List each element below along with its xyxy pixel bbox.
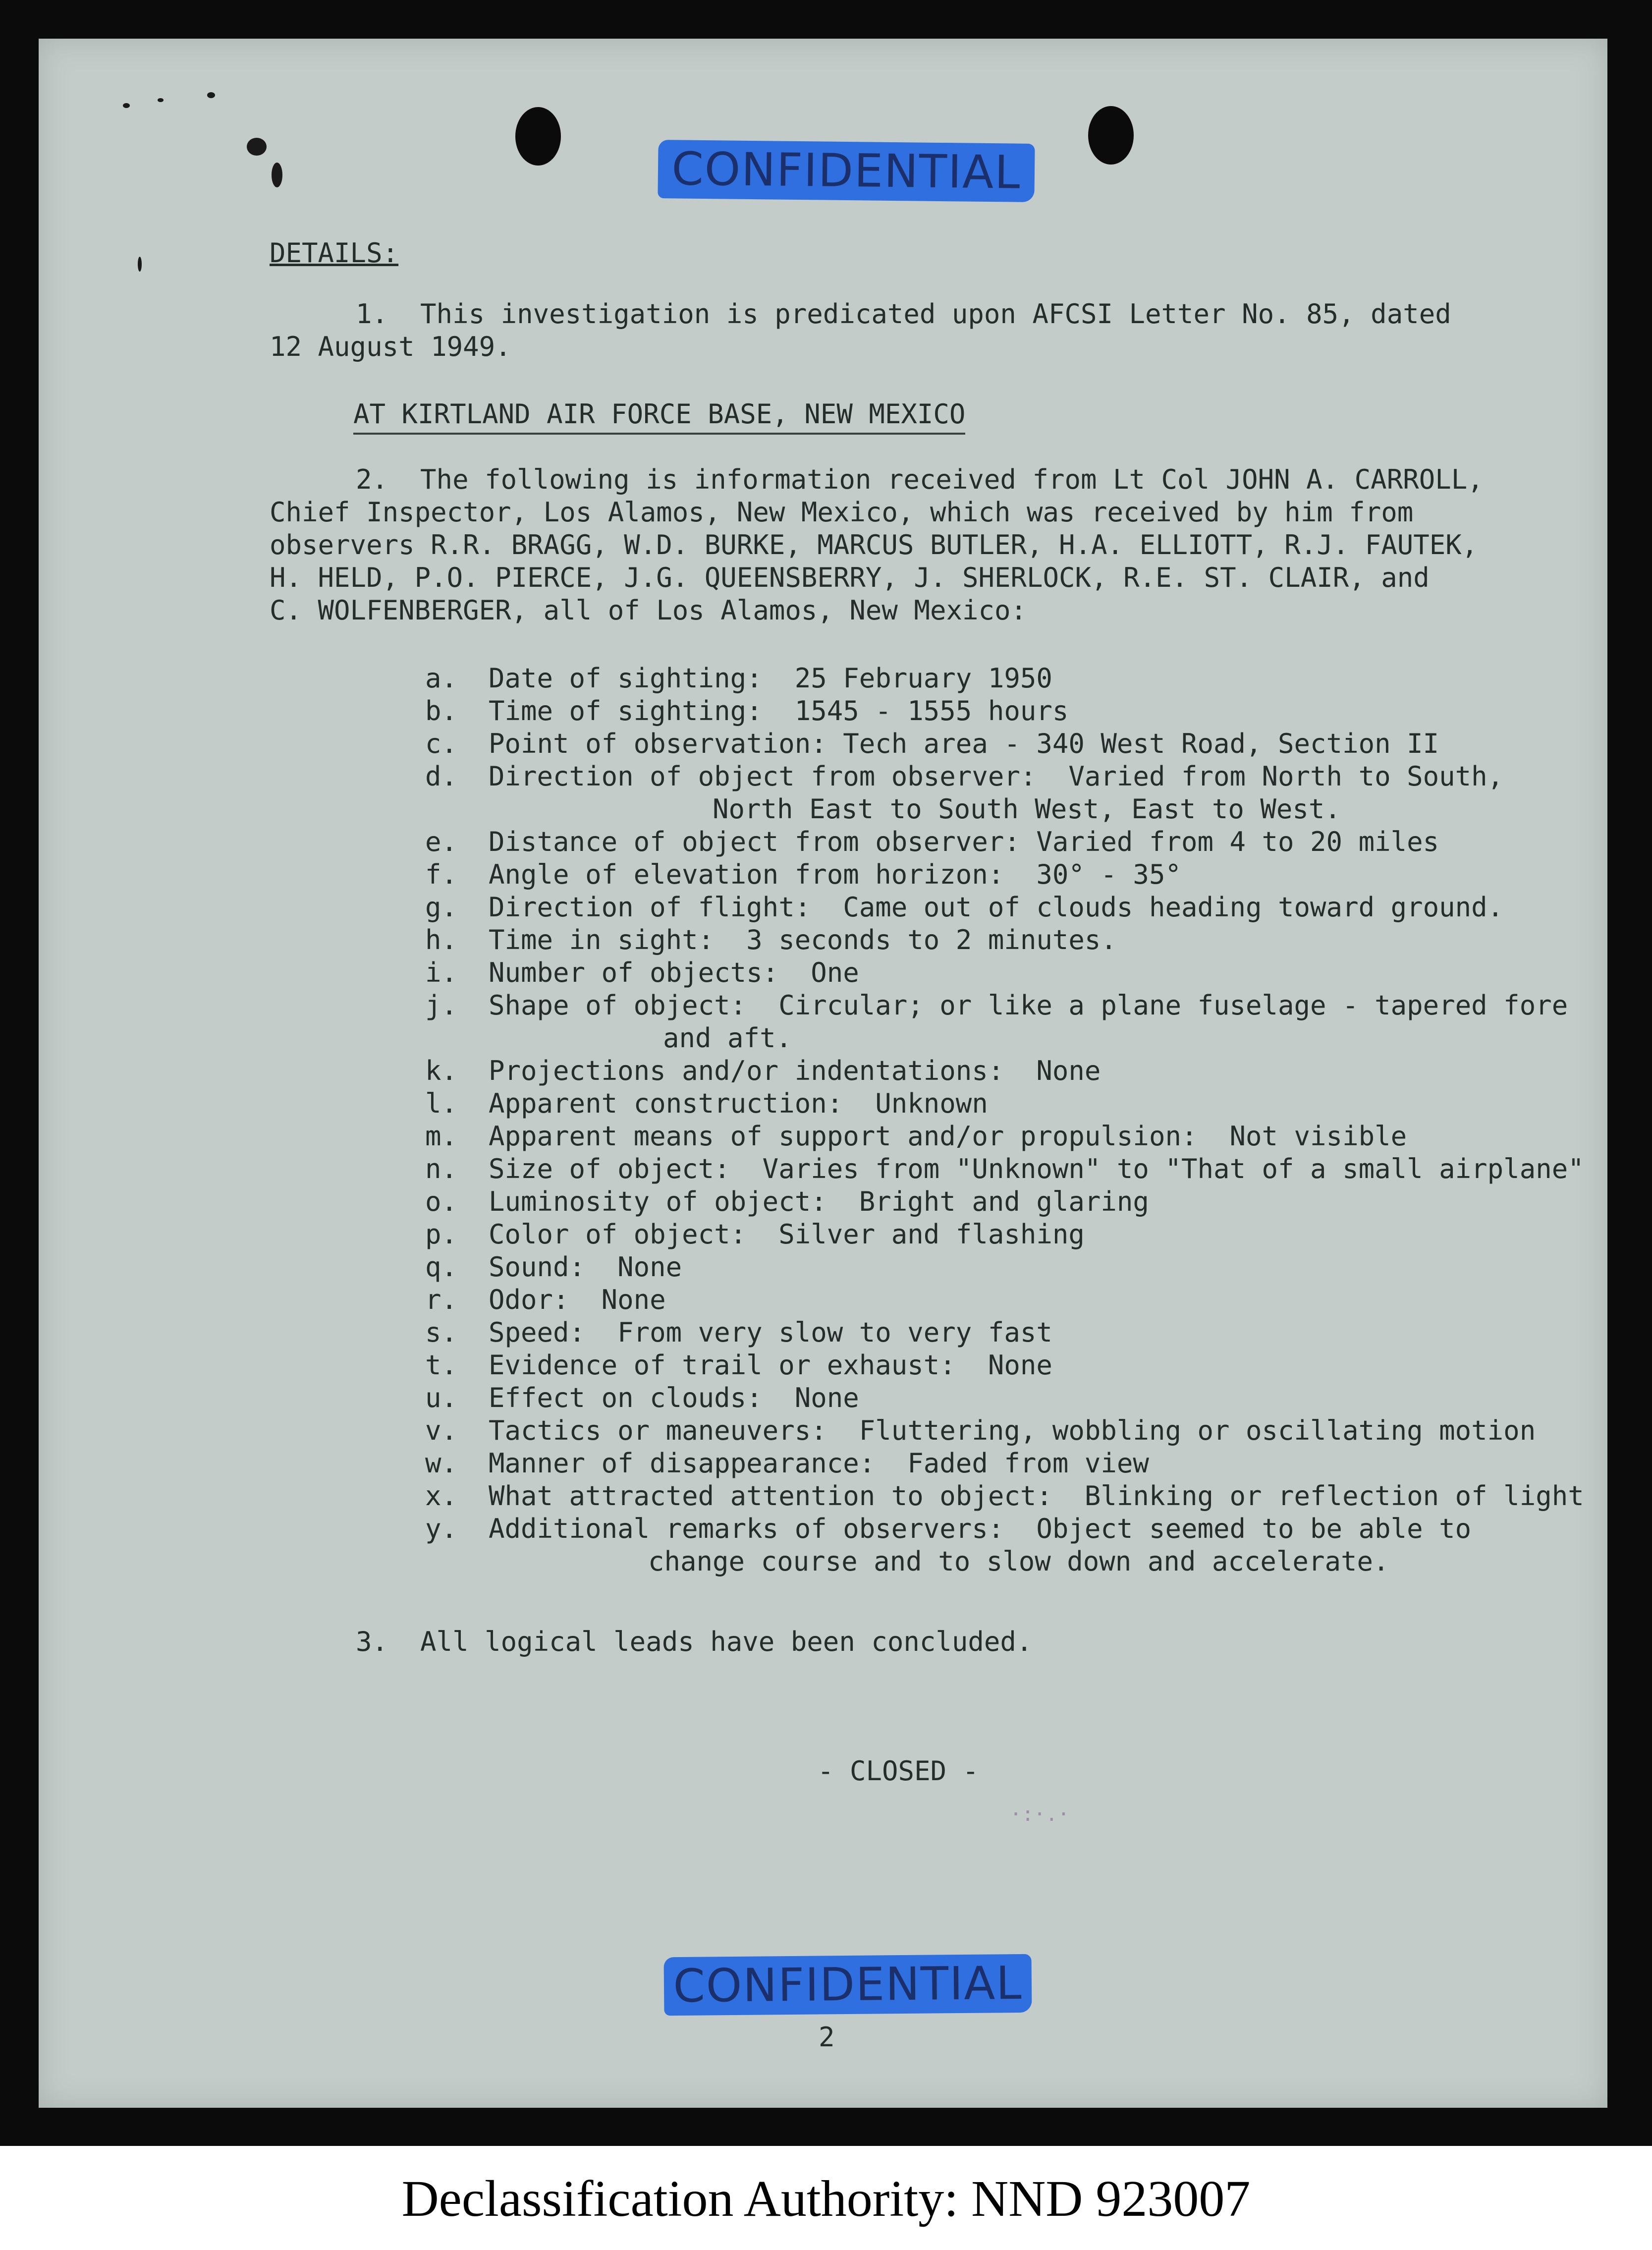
paragraph-2-line: Chief Inspector, Los Alamos, New Mexico, which was received by him from [270, 497, 1414, 528]
details-heading: DETAILS: [270, 237, 399, 269]
item-text: Additional remarks of observers: Object seemed to be able to [489, 1513, 1472, 1544]
item-text: What attracted attention to object: Blinking or reflection of light [489, 1480, 1584, 1512]
item-letter: u. [425, 1382, 458, 1413]
item-text: Odor: None [489, 1284, 666, 1315]
item-text: Evidence of trail or exhaust: None [489, 1350, 1052, 1381]
item-letter: p. [425, 1219, 458, 1250]
paragraph-3: 3. All logical leads have been concluded. [356, 1626, 1033, 1657]
item-letter: d. [425, 761, 458, 792]
ink-speck [247, 138, 267, 156]
ink-speck [123, 103, 130, 108]
item-text: Luminosity of object: Bright and glaring [489, 1186, 1149, 1217]
ink-speck [272, 163, 282, 187]
paragraph-2-line: C. WOLFENBERGER, all of Los Alamos, New Mexico: [270, 595, 1027, 626]
punch-hole-right [1088, 106, 1134, 165]
item-text: Size of object: Varies from "Unknown" to "That of a small airplane" [489, 1153, 1584, 1184]
item-letter: k. [425, 1055, 458, 1086]
item-continuation: North East to South West, East to West. [713, 793, 1341, 825]
item-letter: h. [425, 924, 458, 956]
item-letter: m. [425, 1121, 458, 1152]
item-text: Speed: From very slow to very fast [489, 1317, 1052, 1348]
item-continuation: and aft. [663, 1022, 792, 1054]
item-letter: w. [425, 1448, 458, 1479]
item-letter: s. [425, 1317, 458, 1348]
item-letter: t. [425, 1350, 458, 1381]
item-letter: f. [425, 859, 458, 890]
item-text: Tactics or maneuvers: Fluttering, wobbling or oscillating motion [489, 1415, 1536, 1446]
item-text: Direction of flight: Came out of clouds heading toward ground. [489, 892, 1504, 923]
item-letter: n. [425, 1153, 458, 1184]
item-letter: e. [425, 826, 458, 857]
item-letter: i. [425, 957, 458, 988]
confidential-stamp-top: CONFIDENTIAL [658, 140, 1035, 202]
item-text: Shape of object: Circular; or like a plane fuselage - tapered fore [489, 990, 1568, 1021]
item-letter: c. [425, 728, 458, 759]
punch-hole-left [515, 107, 561, 166]
item-text: Color of object: Silver and flashing [489, 1219, 1085, 1250]
closed-mark: - CLOSED - [818, 1755, 979, 1787]
item-continuation: change course and to slow down and accelerate. [648, 1546, 1389, 1577]
item-letter: y. [425, 1513, 458, 1544]
declassification-authority-caption: Declassification Authority: NND 923007 [401, 2170, 1251, 2227]
paragraph-2-line: 2. The following is information received from Lt Col JOHN A. CARROLL, [356, 464, 1484, 495]
page-number: 2 [819, 2022, 835, 2053]
ink-speck [207, 92, 215, 98]
item-letter: j. [425, 990, 458, 1021]
item-letter: o. [425, 1186, 458, 1217]
item-text: Distance of object from observer: Varied from 4 to 20 miles [489, 826, 1439, 857]
item-text: Point of observation: Tech area - 340 West Road, Section II [489, 728, 1439, 759]
item-text: Angle of elevation from horizon: 30° - 35° [489, 859, 1181, 890]
faint-purple-smudge: ·:·.· [1010, 1803, 1070, 1826]
item-letter: a. [425, 663, 458, 694]
item-text: Apparent construction: Unknown [489, 1088, 988, 1119]
item-letter: g. [425, 892, 458, 923]
item-text: Projections and/or indentations: None [489, 1055, 1101, 1086]
item-letter: v. [425, 1415, 458, 1446]
item-letter: l. [425, 1088, 458, 1119]
item-text: Direction of object from observer: Varied from North to South, [489, 761, 1504, 792]
paragraph-1-line: 1. This investigation is predicated upon AFCSI Letter No. 85, dated [356, 298, 1451, 330]
item-text: Manner of disappearance: Faded from view [489, 1448, 1149, 1479]
paper-tear-notch [461, 0, 520, 30]
ink-speck [138, 257, 142, 272]
item-letter: r. [425, 1284, 458, 1315]
item-letter: b. [425, 695, 458, 727]
confidential-stamp-bottom: CONFIDENTIAL [663, 1954, 1032, 2016]
item-text: Sound: None [489, 1251, 682, 1283]
item-text: Time in sight: 3 seconds to 2 minutes. [489, 924, 1117, 956]
item-letter: q. [425, 1251, 458, 1283]
ink-speck [158, 98, 164, 102]
item-text: Apparent means of support and/or propulsion: Not visible [489, 1121, 1407, 1152]
paragraph-2-line: H. HELD, P.O. PIERCE, J.G. QUEENSBERRY, J. SHERLOCK, R.E. ST. CLAIR, and [270, 562, 1430, 593]
item-text: Date of sighting: 25 February 1950 [489, 663, 1052, 694]
paragraph-1-line: 12 August 1949. [270, 331, 511, 362]
item-letter: x. [425, 1480, 458, 1512]
document-page [39, 39, 1607, 2108]
item-text: Effect on clouds: None [489, 1382, 859, 1413]
section-heading: AT KIRTLAND AIR FORCE BASE, NEW MEXICO [353, 398, 965, 435]
paragraph-2-line: observers R.R. BRAGG, W.D. BURKE, MARCUS BUTLER, H.A. ELLIOTT, R.J. FAUTEK, [270, 529, 1478, 561]
item-text: Time of sighting: 1545 - 1555 hours [489, 695, 1069, 727]
item-text: Number of objects: One [489, 957, 859, 988]
